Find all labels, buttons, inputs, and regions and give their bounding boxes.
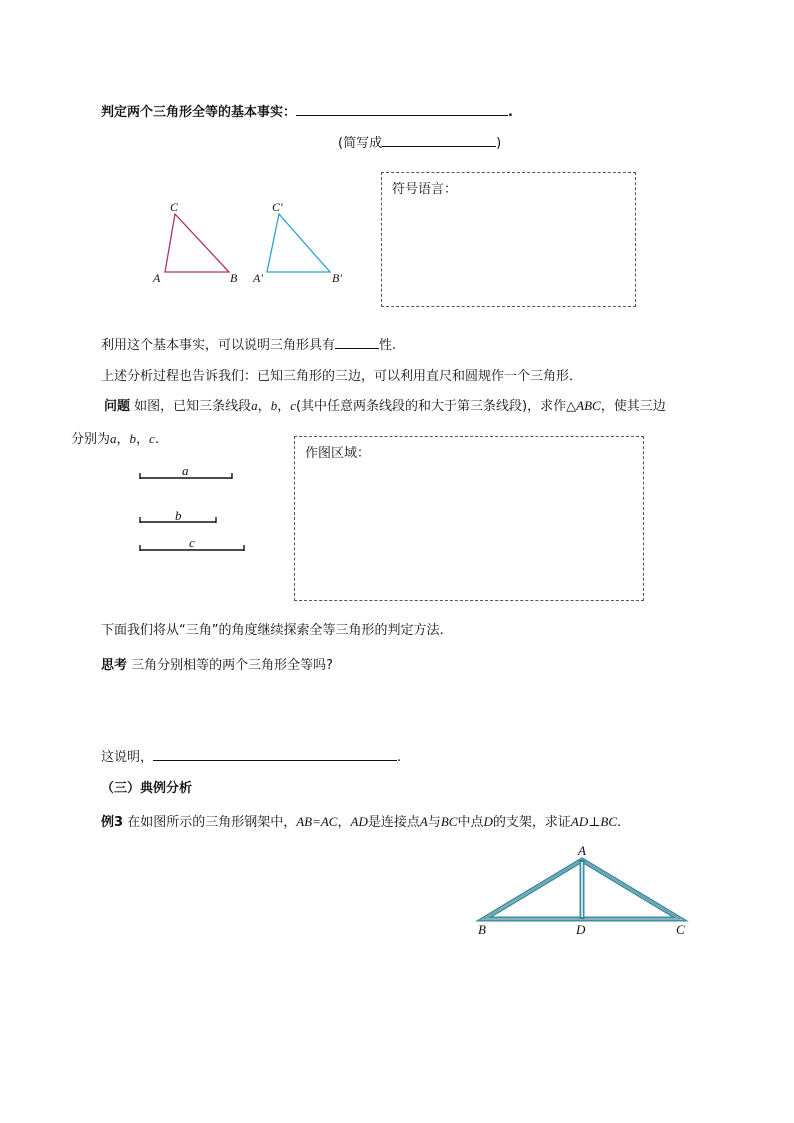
truss-label-a: A — [578, 843, 586, 858]
ex-perp: AD⊥BC — [570, 814, 618, 829]
ex-ad: AD — [350, 814, 368, 829]
vertex-b-prime-label: B′ — [332, 271, 342, 285]
segment-c-label: c — [189, 535, 195, 550]
ex-t3: 是连接点 — [367, 815, 420, 830]
truss-label-b: B — [478, 922, 486, 937]
triangle-a1b1c1 — [267, 214, 330, 272]
vertex-c-label: C — [170, 200, 179, 214]
answer-blank-4[interactable] — [153, 748, 397, 761]
ex-ab-ac: AB=AC — [296, 814, 338, 829]
line-basic-fact — [101, 103, 513, 122]
var-b: b — [270, 398, 278, 413]
var-c-2: c — [149, 431, 155, 446]
truss-label-d: D — [576, 922, 586, 937]
sep-4: ， — [136, 432, 150, 447]
problem-line-2 — [71, 430, 159, 449]
period: . — [508, 105, 513, 120]
ex-t7: . — [617, 815, 622, 830]
conclusion-suffix: . — [397, 750, 402, 765]
ex-t1: 在如图所示的三角形钢架中， — [127, 815, 297, 830]
line-basic-fact-text: 判定两个三角形全等的基本事实： — [101, 105, 297, 120]
vertex-a-prime-label: A′ — [253, 271, 263, 285]
problem-text-d: 分别为 — [71, 432, 111, 447]
problem-line-1 — [104, 397, 666, 416]
ex-point-a: A — [419, 814, 428, 829]
ex-t6: 的支架，求证 — [492, 815, 571, 830]
answer-blank-3[interactable] — [335, 336, 379, 349]
var-a-2: a — [110, 431, 117, 446]
var-b-2: b — [129, 431, 137, 446]
congruent-triangles-figure — [145, 195, 365, 295]
triangle-name: ABC — [576, 398, 601, 413]
drawing-area-label: 作图区域： — [305, 446, 371, 461]
conclusion-prefix: 这说明， — [101, 750, 154, 765]
problem-text-a: 如图，已知三条线段 — [134, 399, 252, 414]
var-c: c — [290, 398, 296, 413]
ex-bc: BC — [440, 814, 458, 829]
segment-a-label: a — [182, 463, 189, 478]
vertex-c-prime-label: C′ — [272, 200, 283, 214]
sep-3: ， — [116, 432, 130, 447]
think-line — [101, 657, 333, 675]
abbr-prefix: (简写成 — [338, 136, 383, 151]
sep-2: ， — [277, 399, 291, 414]
think-text: 三角分别相等的两个三角形全等吗? — [131, 658, 334, 673]
answer-blank-1[interactable] — [296, 103, 508, 116]
line-abbreviation — [338, 134, 501, 153]
segment-b-label: b — [175, 508, 182, 523]
symbol-language-box[interactable] — [381, 172, 636, 307]
vertex-a-label: A — [153, 271, 161, 285]
example-3-line — [101, 813, 621, 832]
symbol-language-label: 符号语言： — [392, 182, 458, 197]
example-label: 例3 — [101, 815, 124, 830]
think-label: 思考 — [101, 658, 128, 673]
line-analysis: 上述分析过程也告诉我们：已知三角形的三边，可以利用直尺和圆规作一个三角形． — [101, 369, 583, 384]
abbr-suffix: ) — [496, 136, 502, 151]
line-conclusion — [101, 748, 401, 767]
triangle-abc — [165, 214, 229, 272]
ex-t2: ， — [337, 815, 351, 830]
ex-point-d: D — [483, 814, 493, 829]
steel-truss-figure — [470, 840, 700, 940]
problem-label: 问题 — [104, 399, 131, 414]
segments-figure — [135, 462, 250, 557]
problem-text-b: (其中任意两条线段的和大于第三条线段)，求作△ — [295, 399, 577, 414]
line-next-explore: 下面我们将从“三角”的角度继续探索全等三角形的判定方法. — [101, 623, 444, 638]
ex-t5: 中点 — [457, 815, 484, 830]
line-stability — [101, 336, 396, 355]
drawing-area-box[interactable] — [294, 436, 644, 601]
sep-1: ， — [257, 399, 271, 414]
problem-text-c: ，使其三边 — [600, 399, 666, 414]
vertex-b-label: B — [230, 271, 238, 285]
var-a: a — [251, 398, 258, 413]
problem-text-e: . — [154, 432, 159, 447]
stability-suffix: 性. — [379, 338, 397, 353]
truss-label-c: C — [676, 922, 685, 937]
section-title: （三）典例分析 — [101, 781, 193, 796]
stability-prefix: 利用这个基本事实，可以说明三角形具有 — [101, 338, 336, 353]
answer-blank-2[interactable] — [382, 134, 496, 147]
ex-t4: 与 — [427, 815, 441, 830]
